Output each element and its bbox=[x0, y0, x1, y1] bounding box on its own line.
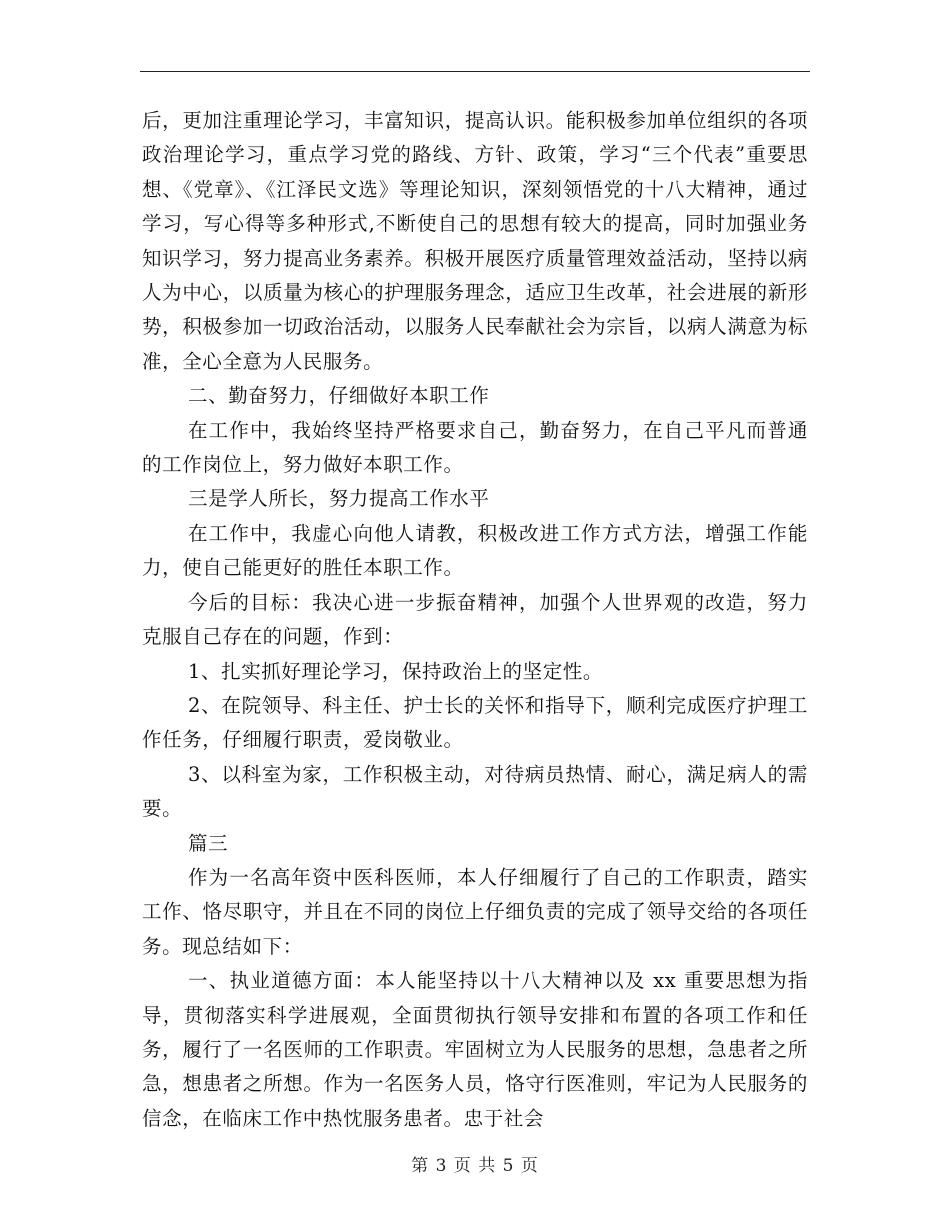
header-rule bbox=[140, 71, 810, 72]
section-heading-learning: 三是学人所长，努力提高工作水平 bbox=[188, 487, 490, 511]
paragraph-learning: 在工作中，我虚心向他人请教，积极改进工作方式方法，增强工作能力，使自己能更好的胜任本职工作。 bbox=[142, 521, 808, 580]
section-title-part-three: 篇三 bbox=[188, 831, 229, 855]
body-text bbox=[142, 104, 808, 1136]
goal-item-3: 3、以科室为家，工作积极主动，对待病员热情、耐心，满足病人的需要。 bbox=[142, 762, 808, 821]
paragraph-goals: 今后的目标：我决心进一步振奋精神，加强个人世界观的改造，努力克服自己存在的问题，作到： bbox=[142, 590, 808, 649]
paragraph-continuation: 后，更加注重理论学习，丰富知识，提高认识。能积极参加单位组织的各项政治理论学习，重点学习党的路线、方针、政策，学习“三个代表”重要思想、《党章》、《江泽民文选》等理论知识，深刻领悟党的十八大精神，通过学习，写心得等多种形式,不断使自己的思想有较大的提高，同时加强业务知识学习，努力提高业务素养。积极开展医疗质量管理效益活动，坚持以病人为中心，以质量为核心的护理服务理念，适应卫生改革，社会进展的新形势，积极参加一切政治活动，以服务人民奉献社会为宗旨，以病人满意为标准，全心全意为人民服务。 bbox=[142, 109, 808, 373]
section-heading-diligence: 二、勤奋努力，仔细做好本职工作 bbox=[188, 384, 490, 408]
goal-item-2: 2、在院领导、科主任、护士长的关怀和指导下，顺利完成医疗护理工作任务，仔细履行职责，爱岗敬业。 bbox=[142, 693, 808, 752]
paragraph-part-three-intro: 作为一名高年资中医科医师，本人仔细履行了自己的工作职责，踏实工作、恪尽职守，并且在不同的岗位上仔细负责的完成了领导交给的各项任务。现总结如下： bbox=[142, 865, 808, 958]
paragraph-diligence: 在工作中，我始终坚持严格要求自己，勤奋努力，在自己平凡而普通的工作岗位上，努力做好本职工作。 bbox=[142, 418, 808, 477]
paragraph-professional-ethics: 一、执业道德方面：本人能坚持以十八大精神以及 xx 重要思想为指导，贯彻落实科学进展观，全面贯彻执行领导安排和布置的各项工作和任务，履行了一名医师的工作职责。牢固树立为人民服务的思想，急患者之所急，想患者之所想。作为一名医务人员，恪守行医准则，牢记为人民服务的信念，在临床工作中热忱服务患者。忠于社会 bbox=[142, 969, 808, 1130]
page-number-footer: 第 3 页 共 5 页 bbox=[411, 1156, 539, 1176]
goal-item-1: 1、扎实抓好理论学习，保持政治上的坚定性。 bbox=[188, 659, 604, 683]
